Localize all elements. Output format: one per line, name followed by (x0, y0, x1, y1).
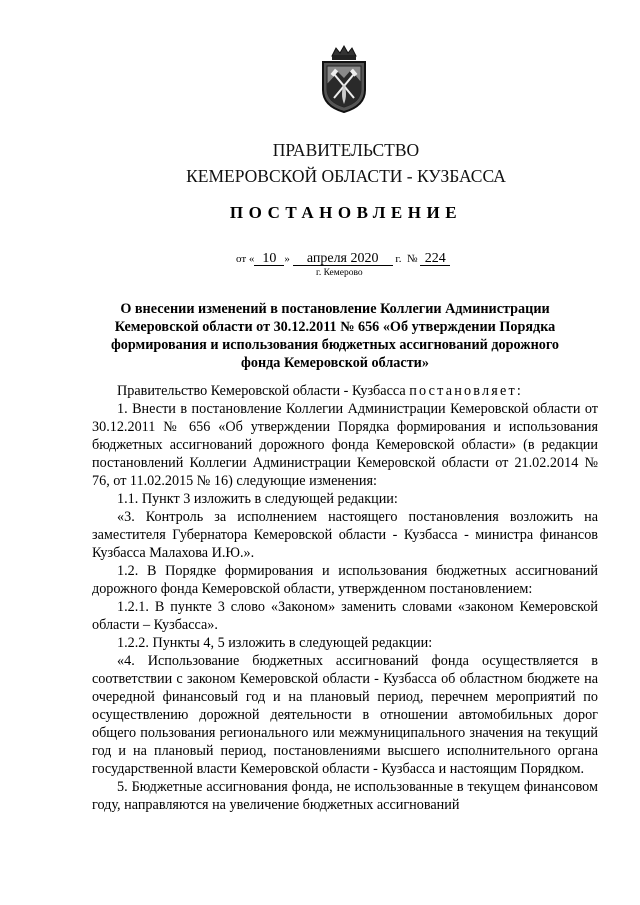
intro-decrees: постановляет: (409, 383, 524, 399)
coat-of-arms-icon (318, 44, 370, 114)
date-number-line (236, 252, 450, 266)
paragraph-1-2-2: 1.2.2. Пункты 4, 5 изложить в следующей редакции: (117, 635, 433, 651)
paragraph-1-1: 1.1. Пункт 3 изложить в следующей редакции: (117, 491, 398, 507)
government-name-line1: ПРАВИТЕЛЬСТВО (272, 140, 420, 160)
date-prefix: от « (236, 253, 255, 265)
date-year-suffix: г. (395, 253, 402, 265)
intro-text: Правительство Кемеровской области - Кузбасса (117, 383, 406, 399)
date-quote-close: » (284, 253, 290, 265)
document-title: О внесении изменений в постановление Коллегии Администрации Кемеровской области от 30.12.2011 № 656 «Об утверждении Порядка формирования и использования бюджетных ассигнований дорожного фонда Кемеровской области» (110, 301, 560, 371)
date-day: 10 (254, 252, 284, 266)
paragraph-1-2: 1.2. В Порядке формирования и использования бюджетных ассигнований дорожного фонда Кемеровской области, утвержденном постановлением: (92, 563, 598, 597)
document-number: 224 (420, 252, 450, 266)
number-sign: № (406, 253, 418, 265)
paragraph-4-text: «4. Использование бюджетных ассигнований фонда осуществляется в соответствии с законом Кемеровской области - Кузбасса об областном бюджете на очередной финансовый год и на плановый период, перечнем мероприятий по осуществлению дорожной деятельности в отношении автомобильных дорог общего пользования регионального или межмуниципального значения на текущий год и на плановый период, постановлениями высшего исполнительного органа государственной власти Кемеровской области - Кузбасса и настоящим Порядком. (92, 653, 598, 777)
paragraph-3-text: «3. Контроль за исполнением настоящего постановления возложить на заместителя Губернатора Кемеровской области - Кузбасса - министра финансов Кузбасса Малахова И.Ю.». (92, 509, 598, 561)
government-name-line2: КЕМЕРОВСКОЙ ОБЛАСТИ - КУЗБАССА (186, 166, 506, 186)
paragraph-1-2-1: 1.2.1. В пункте 3 слово «Законом» заменить словами «законом Кемеровской области – Кузбасса». (92, 599, 598, 633)
city-label: г. Кемерово (316, 268, 363, 278)
date-month-year: апреля 2020 (293, 252, 393, 266)
intro-paragraph (92, 382, 598, 400)
document-body (92, 382, 598, 814)
document-type-heading: ПОСТАНОВЛЕНИЕ (229, 203, 463, 222)
paragraph-5-text: 5. Бюджетные ассигнования фонда, не использованные в текущем финансовом году, направляются на увеличение бюджетных ассигнований (92, 779, 598, 813)
paragraph-1: 1. Внести в постановление Коллегии Администрации Кемеровской области от 30.12.2011 № 656 «Об утверждении Порядка формирования и использования бюджетных ассигнований дорожного фонда Кемеровской области» (в редакции постановлений Коллегии Администрации Кемеровской области от 21.02.2014 № 76, от 11.02.2015 № 16) следующие изменения: (92, 401, 598, 489)
